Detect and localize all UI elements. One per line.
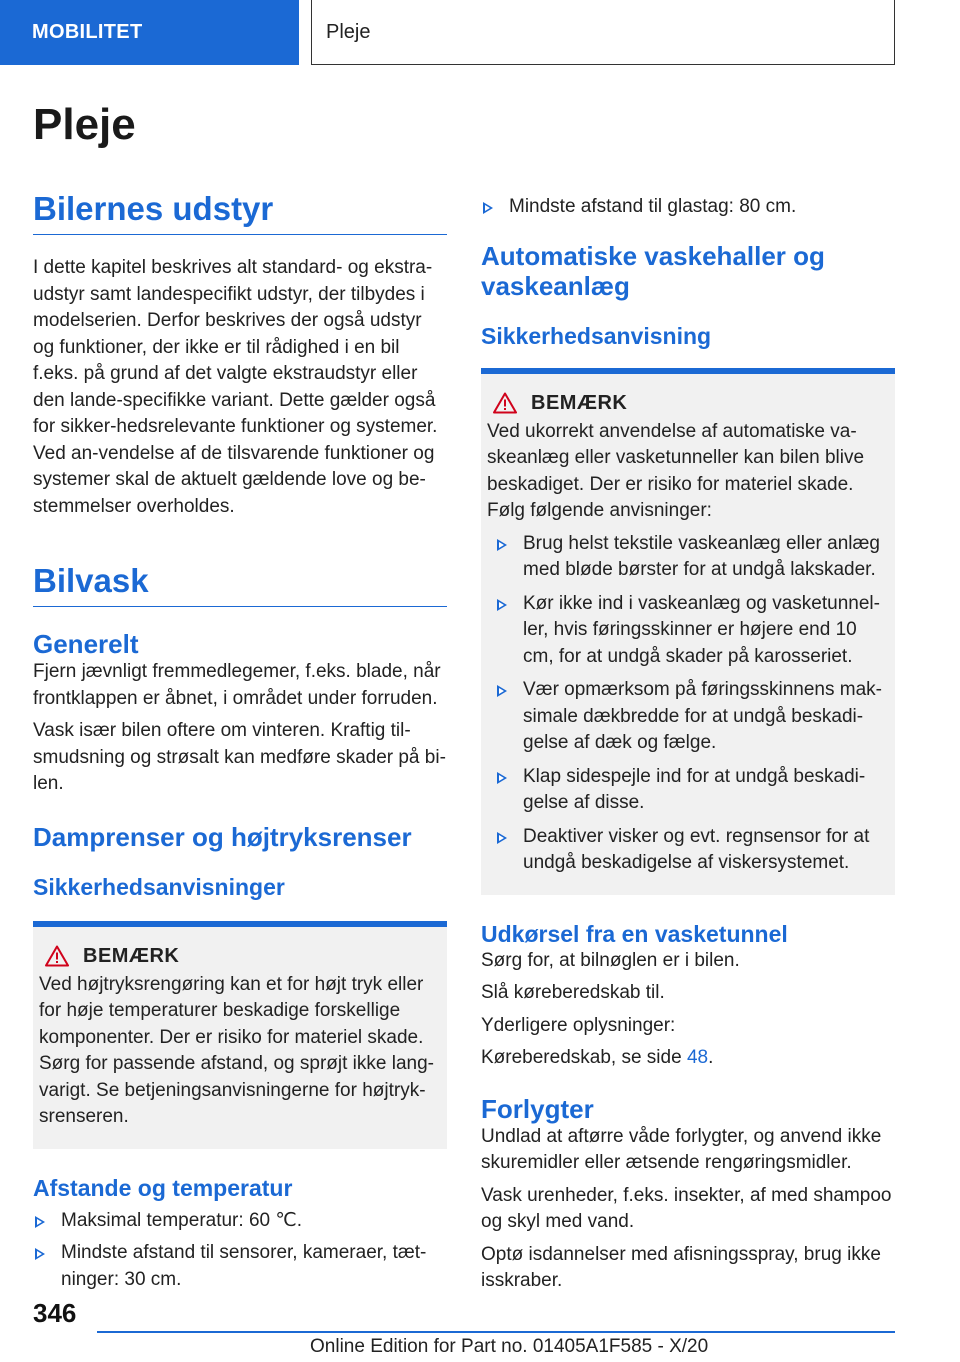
heading-safety-instructions: Sikkerhedsanvisninger [33, 873, 285, 900]
list-item: Maksimal temperatur: 60 ℃. [33, 1208, 447, 1235]
heading-carwash: Bilvask [33, 562, 447, 607]
bullet-triangle-icon [497, 772, 507, 784]
general-paragraph-2: Vask især bilen oftere om vinteren. Kraftig til-smudsning og strøsalt kan medføre skader på bi-len. [33, 720, 446, 794]
exit-paragraph-1: Sørg for, at bilnøglen er i bilen. [481, 949, 740, 971]
note-text: Ved ukorrekt anvendelse af automatiske va-skeanlæg eller vasketunneller kan bilen blive beskadiget. Der er risiko for materiel skade. Følg følgende anvisninger: [487, 420, 865, 521]
headlights-paragraph-1: Undlad at aftørre våde forlygter, og anvend ikke skuremidler eller ætsende rengøringsmidler. [481, 1125, 882, 1173]
heading-distance-temperature: Afstande og temperatur [33, 1174, 293, 1201]
list-item: Brug helst tekstile vaskeanlæg eller anlæg med bløde børster for at undgå lakskader. [487, 531, 885, 584]
equipment-text: I dette kapitel beskrives alt standard- og ekstra-udstyr samt landespecifikt udstyr, der tilbydes i modelserien. Derfor beskrives der også udstyr og funktioner, der ikke er til rådighed i en bil f.eks. på grund af det valgte ekstraudstyr eller den lande-specifikke variant. Dette gælder også for sikker-hedsrelevante funktioner og systemer. Ved an-vendelse af de tilsvarende funktioner og systemer skal de aktuelt gældende love og be-stemmelser overholdes. [33, 257, 438, 517]
note-header [487, 392, 885, 415]
bullet-triangle-icon [497, 685, 507, 697]
bullet-triangle-icon [35, 1248, 45, 1260]
note-title: BEMÆRK [531, 391, 628, 414]
distance-list [33, 1208, 447, 1294]
list-item: Mindste afstand til sensorer, kameraer, tæt-ninger: 30 cm. [33, 1240, 447, 1293]
left-column [33, 190, 447, 1293]
right-column [481, 190, 895, 1295]
exit-paragraph-2: Slå køreberedskab til. [481, 982, 665, 1003]
page-reference-link[interactable]: 48 [686, 1047, 709, 1068]
heading-headlights: Forlygter [481, 1093, 594, 1124]
heading-general: Generelt [33, 629, 139, 659]
warning-icon [493, 392, 517, 414]
bullet-triangle-icon [483, 202, 493, 214]
list-item: Vær opmærksom på føringsskinnens mak-simale dækbredde for at undgå beskadi-gelse af dæk og fælge. [487, 677, 885, 757]
list-item: Kør ikke ind i vaskeanlæg og vasketunnel-ler, hvis føringsskinner er højere end 10 cm, for at undgå skader på karosseriet. [487, 591, 885, 671]
footer-divider [97, 1331, 895, 1333]
list-item: Deaktiver visker og evt. regnsensor for at undgå beskadigelse af viskersystemet. [487, 824, 885, 877]
warning-note [481, 368, 895, 895]
heading-steam-cleaner: Damprenser og højtryksrenser [33, 821, 412, 852]
page-number: 346 [33, 1298, 77, 1328]
heading-safety-instruction: Sikkerhedsanvisning [481, 322, 712, 349]
bullet-triangle-icon [497, 539, 507, 551]
list-item: Klap sidespejle ind for at undgå beskadi-gelse af disse. [487, 764, 885, 817]
headlights-paragraph-3: Optø isdannelser med afisningsspray, brug ikke isskraber. [481, 1243, 881, 1291]
bullet-triangle-icon [497, 599, 507, 611]
heading-equipment: Bilernes udstyr [33, 190, 447, 235]
bullet-triangle-icon [35, 1216, 45, 1228]
bullet-triangle-icon [497, 832, 507, 844]
note-title: BEMÆRK [83, 944, 180, 967]
note-text: Ved højtryksrengøring kan et for højt tryk eller for høje temperaturer beskadige forskellige komponenter. Der er risiko for materiel skade. Sørg for passende afstand, og sprøjt ikke lang-varigt. Se betjeningsanvisningerne for højtryk-srenseren. [39, 973, 434, 1127]
chapter-title: Pleje [311, 0, 895, 65]
exit-paragraph-3: Yderligere oplysninger: [481, 1014, 676, 1036]
note-header [39, 945, 437, 968]
edition-footer: Online Edition for Part no. 01405A1F585 - X/20 [310, 1336, 709, 1357]
list-item: Mindste afstand til glastag: 80 cm. [481, 194, 895, 221]
warning-note [33, 921, 447, 1149]
general-paragraph-1: Fjern jævnligt fremmedlegemer, f.eks. blade, når frontklappen er åbnet, i området under forruden. [33, 661, 441, 709]
warning-icon [45, 945, 69, 967]
section-tab: MOBILITET [0, 0, 299, 65]
headlights-paragraph-2: Vask urenheder, f.eks. insekter, af med shampoo og skyl med vand. [481, 1184, 892, 1232]
heading-exit-tunnel: Udkørsel fra en vasketunnel [481, 920, 788, 947]
note-list [487, 531, 885, 877]
page-title: Pleje [33, 100, 136, 149]
glass-roof-list [481, 194, 895, 221]
exit-paragraph-4: Køreberedskab, se side 48. [481, 1047, 714, 1068]
heading-automatic-carwash: Automatiske vaskehaller og vaskeanlæg [481, 240, 825, 301]
